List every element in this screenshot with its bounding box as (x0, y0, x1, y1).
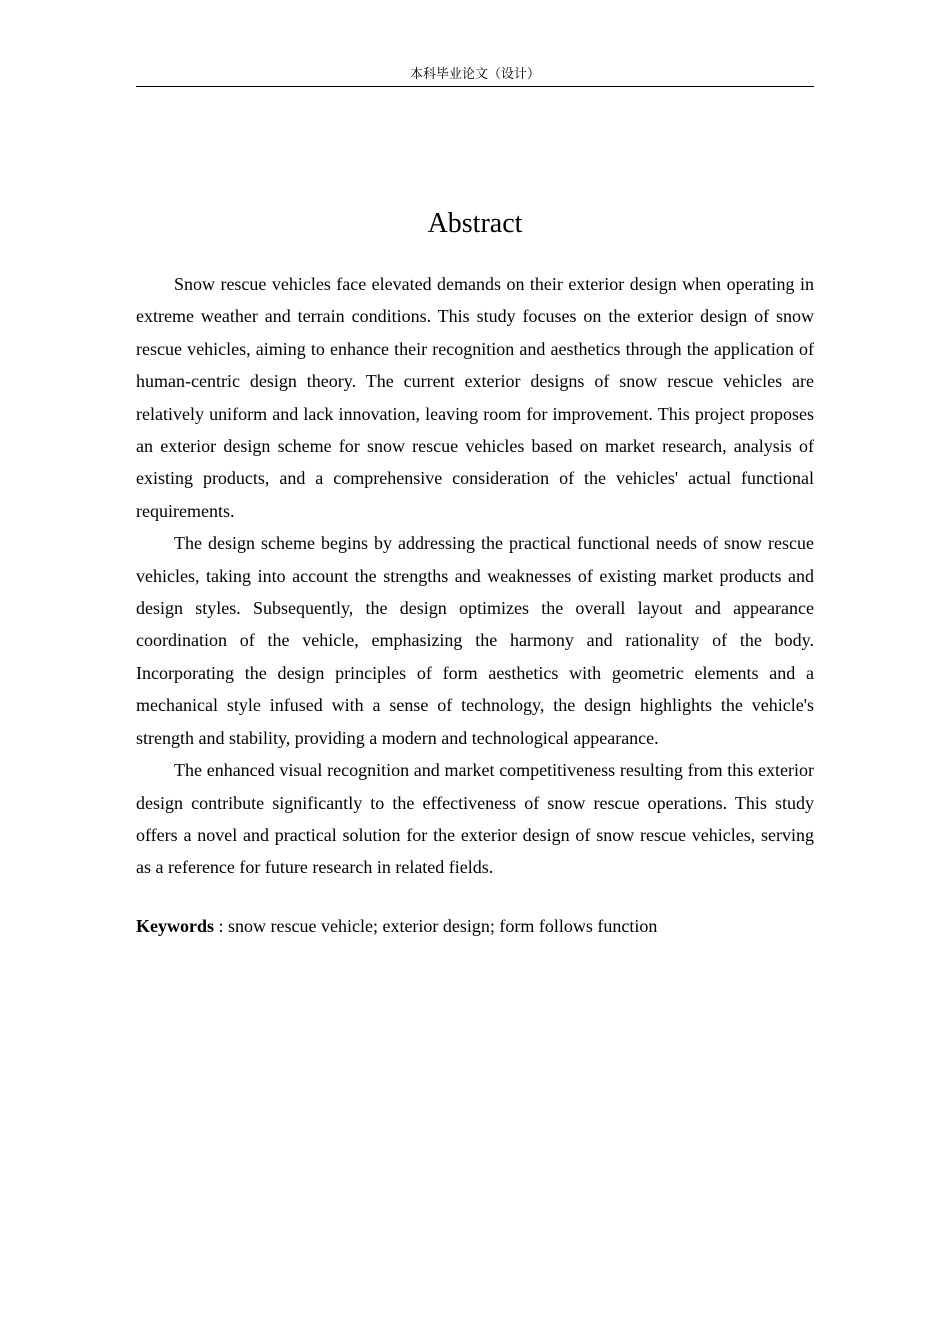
abstract-body (136, 268, 814, 884)
keywords-label: Keywords (136, 916, 214, 936)
keywords-separator: : (214, 916, 229, 936)
abstract-paragraph-3: The enhanced visual recognition and market competitiveness resulting from this exterior design contribute significantly to the effectiveness of snow rescue operations. This study offers a novel and practical solution for the exterior design of snow rescue vehicles, serving as a reference for future research in related fields. (136, 760, 814, 878)
page-header (136, 66, 814, 87)
abstract-paragraph-1: Snow rescue vehicles face elevated demands on their exterior design when operating in extreme weather and terrain conditions. This study focuses on the exterior design of snow rescue vehicles, aiming to enhance their recognition and aesthetics through the application of human-centric design theory. The current exterior designs of snow rescue vehicles are relatively uniform and lack innovation, leaving room for improvement. This project proposes an exterior design scheme for snow rescue vehicles based on market research, analysis of existing products, and a comprehensive consideration of the vehicles' actual functional requirements. (136, 274, 814, 521)
keywords-text: snow rescue vehicle; exterior design; form follows function (228, 916, 658, 936)
abstract-paragraph-2: The design scheme begins by addressing the practical functional needs of snow rescue vehicles, taking into account the strengths and weaknesses of existing market products and design styles. Subsequently, the design optimizes the overall layout and appearance coordination of the vehicle, emphasizing the harmony and rationality of the body. Incorporating the design principles of form aesthetics with geometric elements and a mechanical style infused with a sense of technology, the design highlights the vehicle's strength and stability, providing a modern and technological appearance. (136, 533, 814, 748)
keywords-line (136, 910, 814, 942)
abstract-title: Abstract (427, 208, 523, 239)
header-text: 本科毕业论文（设计） (409, 67, 540, 82)
